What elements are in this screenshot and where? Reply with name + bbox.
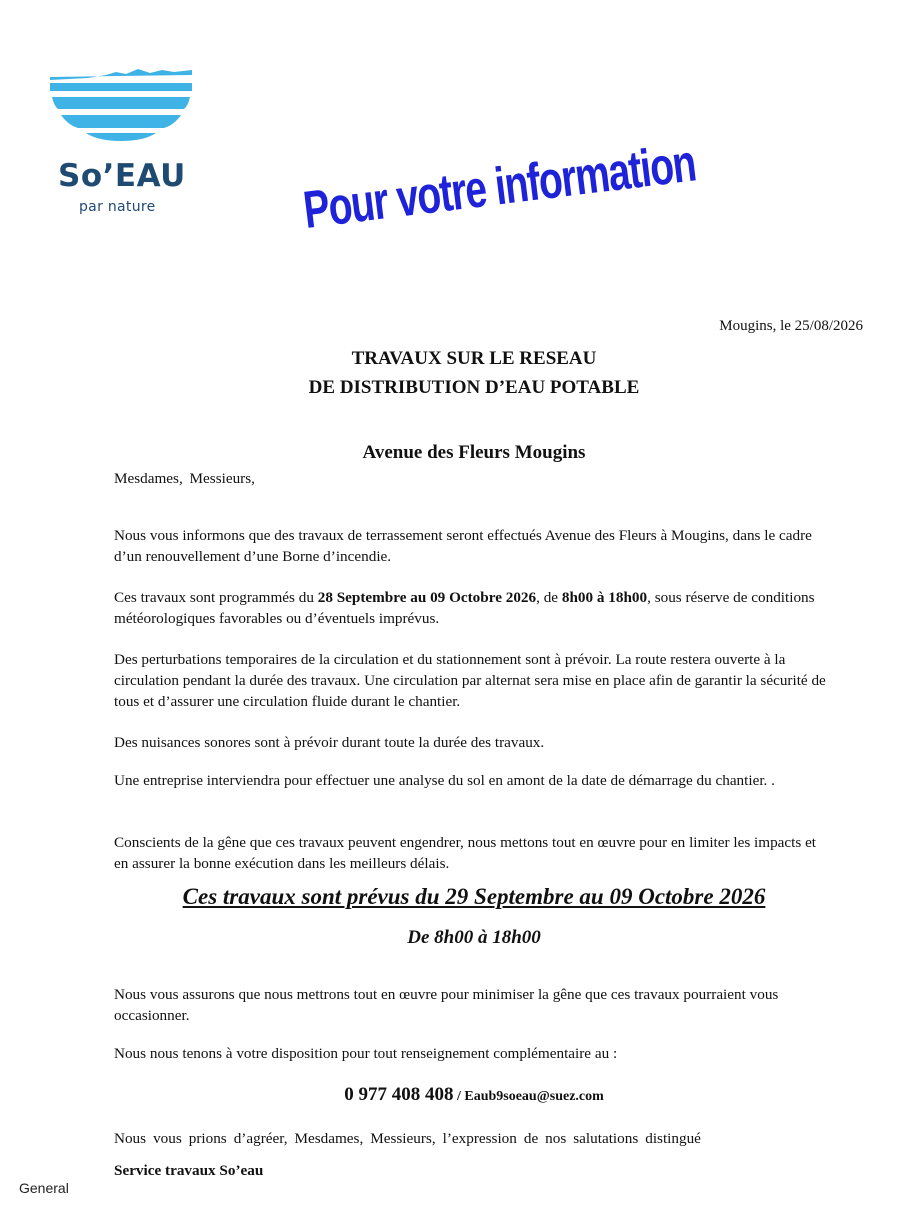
- title-line-1: TRAVAUX SUR LE RESEAU: [351, 348, 597, 369]
- greeting: Mesdames, Messieurs,: [114, 470, 255, 487]
- schedule-text-e: , sous réserve de conditions météorologiques favorables ou d’éventuels imprévus.: [114, 589, 815, 627]
- paragraph-schedule: [114, 587, 830, 629]
- email-address: / Eaub9soeau@suez.com: [453, 1089, 604, 1104]
- title-line-2: DE DISTRIBUTION D’EAU POTABLE: [308, 377, 640, 398]
- signature: Service travaux So’eau: [114, 1162, 264, 1179]
- brand-name: So’EAU: [58, 158, 186, 194]
- brand-tagline: par nature: [79, 199, 156, 215]
- contact-line: [0, 1084, 900, 1106]
- subtitle: Avenue des Fleurs Mougins: [362, 442, 586, 463]
- paragraph-noise: Des nuisances sonores sont à prévoir durant toute la durée des travaux.: [114, 734, 545, 751]
- info-banner: Pour votre information: [300, 134, 699, 241]
- paragraph-apology: Conscients de la gêne que ces travaux peuvent engendrer, nous mettons tout en œuvre pour en limiter les impacts et en assurer la bonne exécution dans les meilleurs délais.: [114, 834, 817, 872]
- schedule-text-a: Ces travaux sont programmés du: [114, 589, 318, 606]
- schedule-text-c: , de: [536, 589, 562, 606]
- schedule-hours: 8h00 à 18h00: [561, 589, 648, 606]
- place-date: Mougins, le 25/08/2026: [719, 318, 863, 334]
- closing-formula: Nous vous prions d’agréer, Mesdames, Messieurs, l’expression de nos salutations distingué: [114, 1130, 701, 1147]
- phone-number: 0 977 408 408: [344, 1084, 454, 1105]
- paragraph-contact: Nous nous tenons à votre disposition pour tout renseignement complémentaire au :: [114, 1045, 618, 1062]
- footer-label: General: [19, 1180, 69, 1196]
- paragraph-traffic: Des perturbations temporaires de la circulation et du stationnement sont à prévoir. La route restera ouverte à la circulation pendant la durée des travaux. Une circulation par alternat sera mise en place afin de garantir la sécurité de tous et d’assurer une circulation fluide durant le chantier.: [114, 651, 826, 710]
- water-waves-icon: [48, 66, 194, 142]
- paragraph-intro: Nous vous informons que des travaux de terrassement seront effectués Avenue des Fleurs à Mougins, dans le cadre d’un renouvellement d’une Borne d’incendie.: [114, 527, 812, 565]
- paragraph-assurance: Nous vous assurons que nous mettrons tout en œuvre pour minimiser la gêne que ces travaux pourraient vous occasionner.: [114, 986, 779, 1024]
- highlight-hours: De 8h00 à 18h00: [407, 927, 541, 948]
- paragraph-soil: Une entreprise interviendra pour effectuer une analyse du sol en amont de la date de démarrage du chantier. .: [114, 772, 775, 789]
- highlight-dates: Ces travaux sont prévus du 29 Septembre au 09 Octobre 2026: [182, 884, 766, 909]
- schedule-dates: 28 Septembre au 09 Octobre 2026: [317, 589, 537, 606]
